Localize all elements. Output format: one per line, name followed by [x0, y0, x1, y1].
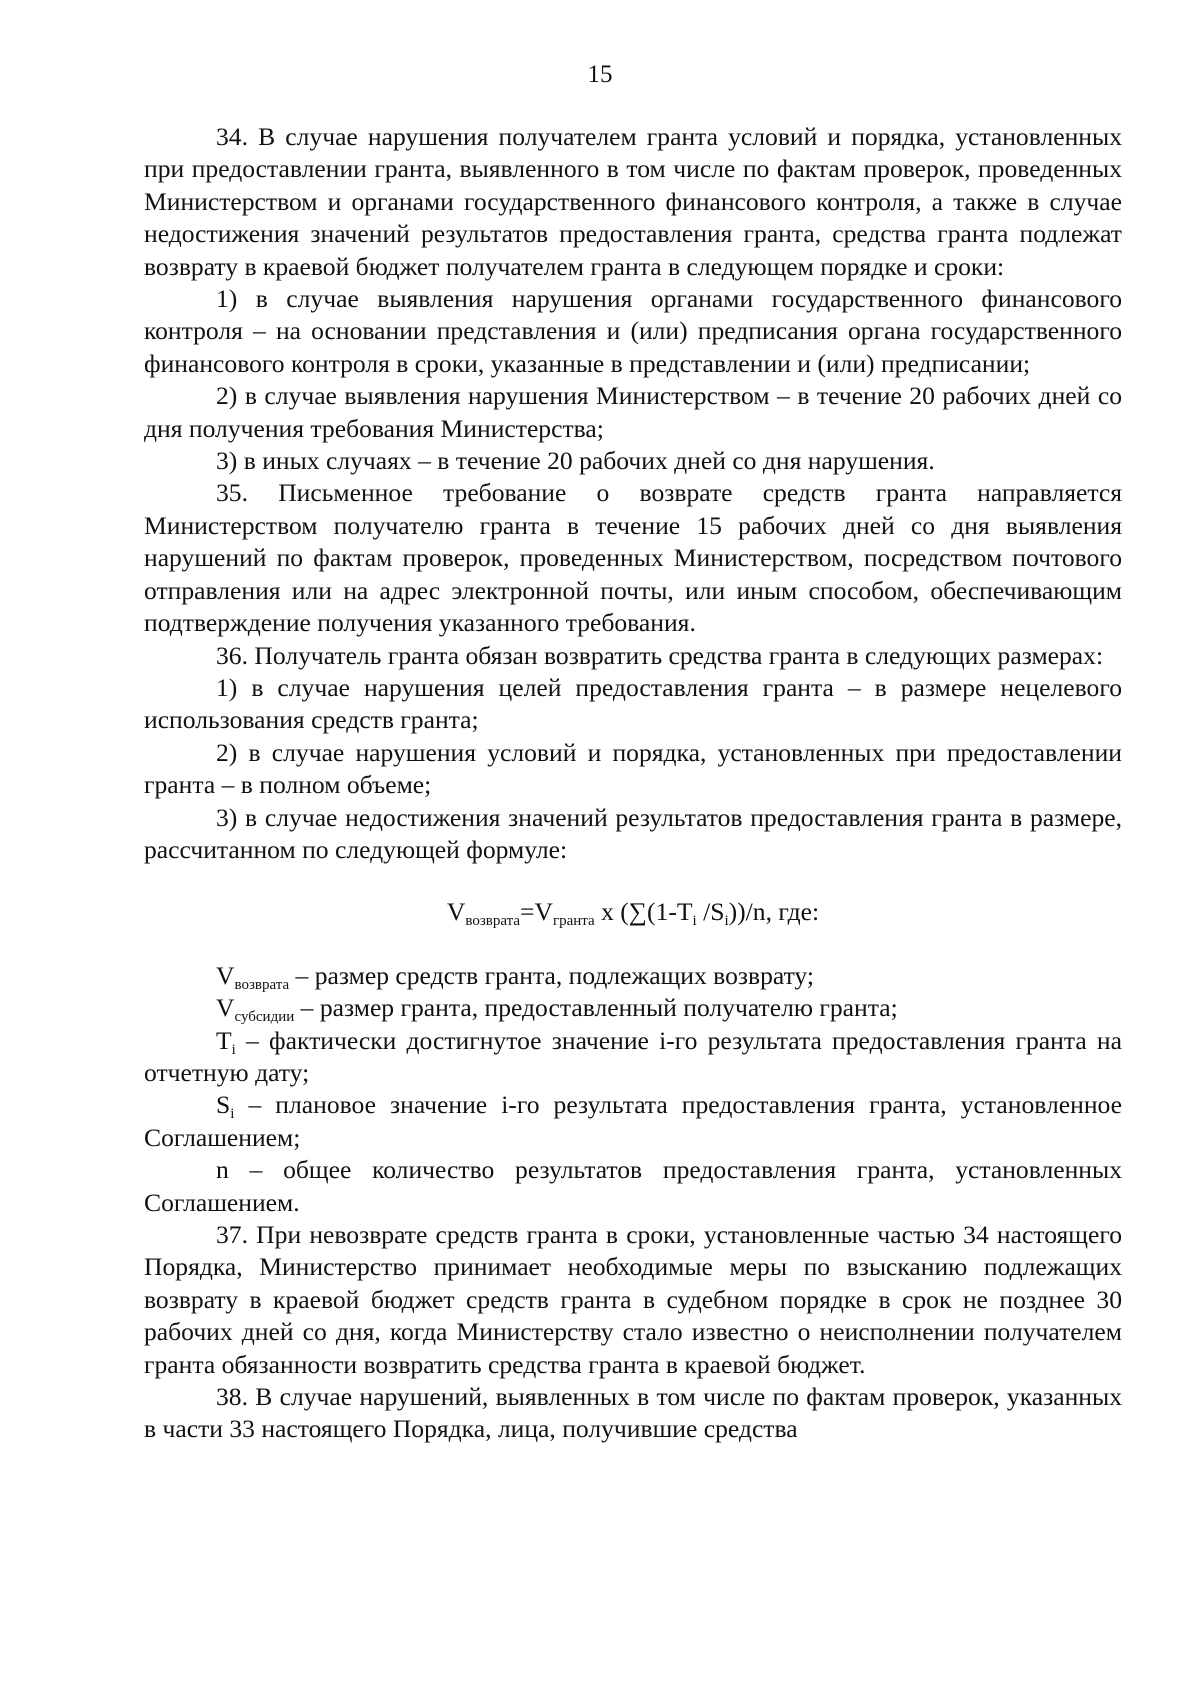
def-text: – фактически достигнутое значение i-го результата предоставления гранта на отчетную дату;	[144, 1025, 1122, 1087]
paragraph-35: 35. Письменное требование о возврате средств гранта направляется Министерством получателю гранта в течение 15 рабочих дней со дня выявления нарушений по фактам проверок, проведенных Министерством, посредством почтового отправления или на адрес электронной почты, или иным способом, обеспечивающим подтверждение получения указанного требования.	[144, 478, 1122, 638]
def-subscript: i	[231, 1041, 236, 1058]
paragraph-36-item-2: 2) в случае нарушения условий и порядка, установленных при предоставлении гранта – в полном объеме;	[144, 737, 1122, 800]
formula-tail: ))/n, где:	[728, 897, 820, 927]
def-text: – плановое значение i-го результата предоставления гранта, установленное Соглашением;	[144, 1090, 1122, 1152]
def-text: – размер средств гранта, подлежащих возврату;	[289, 960, 814, 990]
definition-v-return	[144, 960, 1122, 992]
def-subscript: субсидии	[234, 1009, 295, 1026]
formula-sub-return: возврата	[465, 913, 521, 930]
def-text: – размер гранта, предоставленный получателю гранта;	[294, 993, 898, 1023]
page-number: 15	[587, 61, 613, 88]
definition-si	[144, 1089, 1122, 1154]
paragraph-37: 37. При невозврате средств гранта в сроки, установленные частью 34 настоящего Порядка, Министерство принимает необходимые меры по взысканию подлежащих возврату в краевой бюджет средств гранта в судебном порядке в срок не позднее 30 рабочих дней со дня, когда Министерству стало известно о неисполнении получателем гранта обязанности возвратить средства гранта в краевой бюджет.	[144, 1220, 1122, 1379]
formula-eq-v-grant: =V	[520, 897, 553, 927]
paragraph-34: 34. В случае нарушения получателем гранта условий и порядка, установленных при предоставлении гранта, выявленного в том числе по фактам проверок, проведенных Министерством и органами государственного финансового контроля, а также в случае недостижения значений результатов предоставления гранта, средства гранта подлежат возврату в краевой бюджет получателем гранта в следующем порядке и сроки:	[144, 122, 1122, 281]
paragraph-36-item-1: 1) в случае нарушения целей предоставления гранта – в размере нецелевого использования средств гранта;	[144, 672, 1122, 735]
paragraph-34-item-1: 1) в случае выявления нарушения органами государственного финансового контроля – на основании представления и (или) предписания органа государственного финансового контроля в сроки, указанные в представлении и (или) предписании;	[144, 284, 1122, 378]
def-symbol: V	[216, 960, 235, 990]
formula-v-return: V	[446, 897, 466, 927]
paragraph-36: 36. Получатель гранта обязан возвратить средства гранта в следующих размерах:	[216, 640, 1104, 670]
document-body	[144, 121, 1122, 1446]
formula-sum-part: x (∑(1-T	[594, 897, 693, 927]
definition-v-subsidy	[144, 992, 1122, 1024]
formula-sub-ti: i	[692, 913, 697, 930]
paragraph-34-item-2: 2) в случае выявления нарушения Министерством – в течение 20 рабочих дней со дня получения требования Министерства;	[144, 381, 1122, 443]
def-subscript: i	[230, 1106, 235, 1123]
paragraph-34-item-3: 3) в иных случаях – в течение 20 рабочих дней со дня нарушения.	[216, 446, 935, 476]
def-subscript: возврата	[234, 976, 290, 993]
def-symbol: V	[216, 993, 235, 1023]
formula-sub-si: i	[724, 913, 729, 930]
return-formula	[144, 896, 1122, 928]
formula-sub-grant: гранта	[552, 913, 595, 930]
definition-ti	[144, 1025, 1122, 1090]
def-symbol: S	[216, 1090, 231, 1120]
paragraph-38: 38. В случае нарушений, выявленных в том числе по фактам проверок, указанных в части 33 настоящего Порядка, лица, получившие средства	[144, 1382, 1122, 1444]
paragraph-36-item-3: 3) в случае недостижения значений результатов предоставления гранта в размере, рассчитанном по следующей формуле:	[144, 802, 1122, 864]
def-symbol: T	[216, 1025, 232, 1055]
definition-n: n – общее количество результатов предоставления гранта, установленных Соглашением.	[144, 1155, 1122, 1217]
formula-div-s: /S	[696, 897, 725, 927]
